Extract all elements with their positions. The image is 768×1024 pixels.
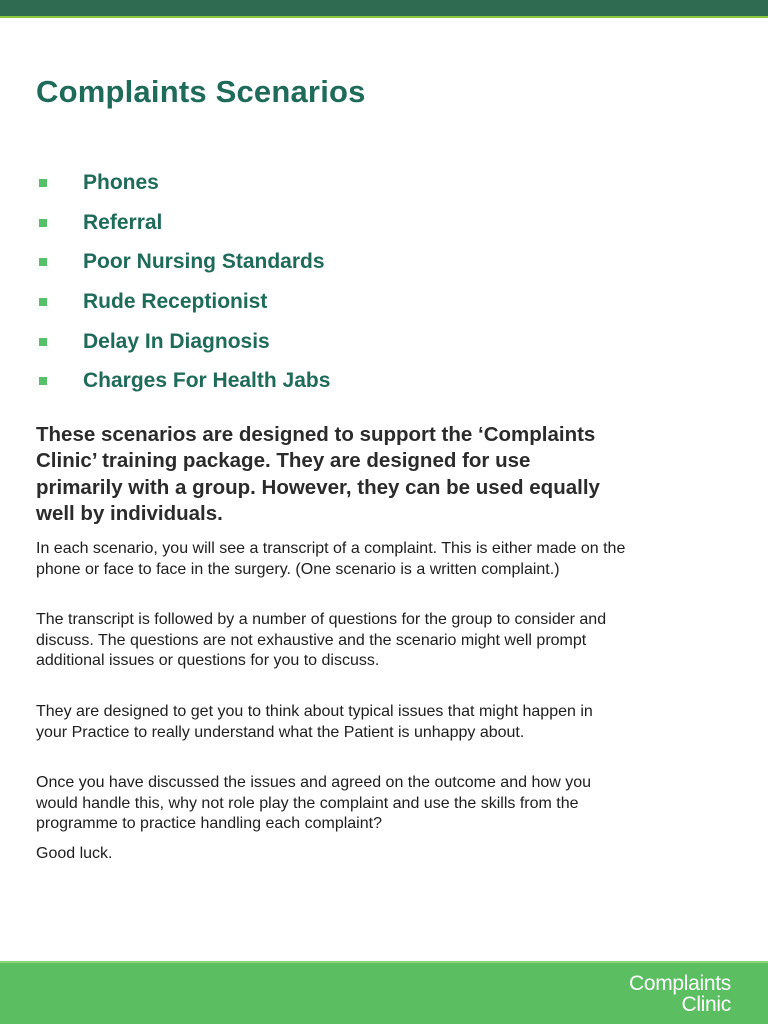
topic-label: Delay In Diagnosis (83, 329, 270, 353)
list-item (36, 208, 330, 248)
square-bullet-icon (39, 219, 47, 227)
topic-label: Referral (83, 210, 163, 234)
square-bullet-icon (39, 377, 47, 385)
topic-label: Rude Receptionist (83, 290, 268, 314)
page-title: Complaints Scenarios (36, 74, 366, 109)
list-item (36, 327, 330, 367)
list-item (36, 366, 330, 406)
square-bullet-icon (39, 258, 47, 266)
scenario-topic-list (36, 168, 330, 406)
topic-label: Charges For Health Jabs (83, 369, 331, 393)
complaints-clinic-logo (629, 973, 731, 1015)
body-paragraph-good-luck: Good luck. (36, 845, 113, 862)
square-bullet-icon (39, 179, 47, 187)
square-bullet-icon (39, 298, 47, 306)
logo-line-clinic: Clinic (681, 993, 731, 1016)
body-paragraph-purpose: They are designed to get you to think about typical issues that might happen in your Practice to really understand what the Patient is unhappy about. (36, 703, 593, 741)
body-paragraph-transcript: In each scenario, you will see a transcript of a complaint. This is either made on the phone or face to face in the surgery. (One scenario is a written complaint.) (36, 540, 626, 578)
list-item (36, 168, 330, 208)
list-item (36, 287, 330, 327)
logo-line-complaints: Complaints (628, 972, 731, 995)
list-item (36, 247, 330, 287)
intro-lead-paragraph: These scenarios are designed to support the ‘Complaints Clinic’ training package. They are designed for use primarily with a group. However, they can be used equally well by individuals. (36, 423, 600, 525)
body-paragraph-questions: The transcript is followed by a number of questions for the group to consider and discuss. The questions are not exhaustive and the scenario might well prompt additional issues or questions for you to discuss. (36, 611, 607, 669)
square-bullet-icon (39, 338, 47, 346)
footer-band (0, 961, 768, 1024)
topic-label: Poor Nursing Standards (83, 250, 325, 274)
topic-label: Phones (83, 171, 159, 194)
body-paragraph-role-play: Once you have discussed the issues and agreed on the outcome and how you would handle this, why not role play the complaint and use the skills from the programme to practice handling each complaint? (36, 774, 592, 832)
header-band (0, 0, 768, 18)
